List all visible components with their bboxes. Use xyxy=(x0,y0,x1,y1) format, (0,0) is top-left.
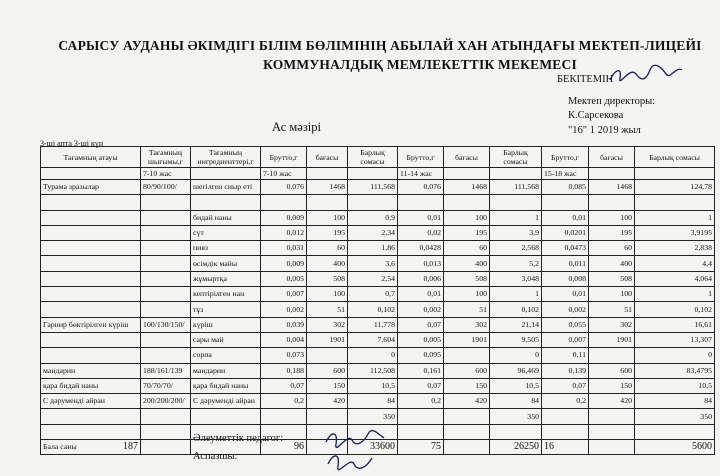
table-cell: 124,78 xyxy=(635,180,715,195)
table-cell: 0 xyxy=(635,348,715,363)
week-day: 3-ші апта 3-ші күн xyxy=(40,139,104,148)
table-cell: С дәруменді айран xyxy=(191,394,261,409)
table-row xyxy=(41,363,715,378)
table-cell: 0,031 xyxy=(261,241,307,256)
table-cell xyxy=(398,424,444,439)
age-row xyxy=(41,168,715,180)
table-cell xyxy=(41,424,141,439)
table-cell: 21,14 xyxy=(490,317,542,332)
table-cell: қара бидай наны xyxy=(41,378,141,393)
table-cell: 0,01 xyxy=(398,287,444,302)
table-cell: 400 xyxy=(307,256,348,271)
table-cell xyxy=(41,195,141,210)
table-row xyxy=(41,332,715,347)
table-cell: 1 xyxy=(635,210,715,225)
table-cell: 0,085 xyxy=(542,180,589,195)
table-cell: шегілген сиыр еті xyxy=(191,180,261,195)
table-cell: 100 xyxy=(444,210,490,225)
table-cell: 0,07 xyxy=(398,378,444,393)
table-cell: 195 xyxy=(444,225,490,240)
table-cell: 0,0201 xyxy=(542,225,589,240)
table-cell: 1901 xyxy=(444,332,490,347)
table-cell xyxy=(191,195,261,210)
table-row xyxy=(41,348,715,363)
table-cell: Гарнир бөктірілген күріш xyxy=(41,317,141,332)
table-cell: 0,006 xyxy=(398,271,444,286)
col-yield: Тағамның шығымы,г xyxy=(141,147,191,168)
table-cell xyxy=(141,332,191,347)
table-cell: 420 xyxy=(589,394,635,409)
table-cell: 11,778 xyxy=(348,317,398,332)
table-cell: мандарин xyxy=(191,363,261,378)
table-row xyxy=(41,317,715,332)
table-cell: 350 xyxy=(490,409,542,424)
col-dish: Тағамның атауы xyxy=(41,147,141,168)
table-cell xyxy=(41,332,141,347)
table-cell: 150 xyxy=(589,378,635,393)
table-cell xyxy=(444,195,490,210)
table-cell: 1901 xyxy=(589,332,635,347)
table-cell: 0 xyxy=(348,348,398,363)
table-row xyxy=(41,225,715,240)
table-header-row xyxy=(41,147,715,168)
table-cell: 5,2 xyxy=(490,256,542,271)
age-group-2: 7-10 жас xyxy=(261,168,307,180)
table-cell: 60 xyxy=(444,241,490,256)
table-cell xyxy=(398,409,444,424)
table-cell: 350 xyxy=(348,409,398,424)
table-cell: 0,2 xyxy=(398,394,444,409)
table-cell: 302 xyxy=(589,317,635,332)
table-cell: қара бидай наны xyxy=(191,378,261,393)
col-price-2: бағасы xyxy=(444,147,490,168)
table-row xyxy=(41,180,715,195)
table-cell: 1468 xyxy=(589,180,635,195)
table-cell: 0,2 xyxy=(542,394,589,409)
table-cell: 1901 xyxy=(307,332,348,347)
table-cell: 600 xyxy=(444,363,490,378)
table-cell xyxy=(589,409,635,424)
table-cell xyxy=(307,348,348,363)
table-cell xyxy=(141,302,191,317)
table-cell: 0,07 xyxy=(398,317,444,332)
table-cell xyxy=(348,195,398,210)
table-cell: 111,568 xyxy=(348,180,398,195)
approved-label: БЕКІТЕМІН xyxy=(557,74,614,85)
table-cell xyxy=(635,195,715,210)
table-cell: 0,07 xyxy=(542,378,589,393)
table-cell: 0,012 xyxy=(261,225,307,240)
table-cell xyxy=(41,256,141,271)
table-cell: 100/130/150/ xyxy=(141,317,191,332)
table-cell: С дәруменді айран xyxy=(41,394,141,409)
title-line-2: КОММУНАЛДЫҚ МЕМЛЕКЕТТІК МЕКЕМЕСІ xyxy=(263,57,577,72)
table-cell: 83,4795 xyxy=(635,363,715,378)
table-cell: 0,7 xyxy=(348,287,398,302)
table-cell xyxy=(141,348,191,363)
table-cell: 2,34 xyxy=(348,225,398,240)
table-cell: 600 xyxy=(307,363,348,378)
table-cell: 1,86 xyxy=(348,241,398,256)
col-gross-2: Брутто,г xyxy=(398,147,444,168)
table-row xyxy=(41,302,715,317)
table-cell: 10,5 xyxy=(348,378,398,393)
table-cell: 70/70/70/ xyxy=(141,378,191,393)
table-cell: 0,055 xyxy=(542,317,589,332)
table-cell: 0,011 xyxy=(542,256,589,271)
table-cell: 3,6 xyxy=(348,256,398,271)
table-cell: 51 xyxy=(444,302,490,317)
table-cell: 84 xyxy=(490,394,542,409)
table-cell xyxy=(589,195,635,210)
table-cell: 84 xyxy=(635,394,715,409)
totals-sum-1: 33600 xyxy=(348,440,398,455)
table-cell: 508 xyxy=(589,271,635,286)
table-cell: 1468 xyxy=(307,180,348,195)
table-cell xyxy=(490,195,542,210)
table-cell: сары май xyxy=(191,332,261,347)
table-cell xyxy=(542,424,589,439)
table-cell: 1 xyxy=(490,287,542,302)
table-cell: 51 xyxy=(307,302,348,317)
table-cell xyxy=(141,271,191,286)
totals-label: Бала саны 187 xyxy=(41,440,141,455)
table-cell: 111,568 xyxy=(490,180,542,195)
table-cell: мандарин xyxy=(41,363,141,378)
table-cell: 80/90/100/ xyxy=(141,180,191,195)
table-cell: 0,0473 xyxy=(542,241,589,256)
table-cell: 200/200/200/ xyxy=(141,394,191,409)
table-cell: пияз xyxy=(191,241,261,256)
table-cell xyxy=(589,424,635,439)
table-cell xyxy=(191,409,261,424)
table-cell: 0,102 xyxy=(348,302,398,317)
table-cell xyxy=(141,256,191,271)
col-total-2: Барлық сомасы xyxy=(490,147,542,168)
age-group-4: 15-18 жас xyxy=(542,168,589,180)
table-cell: 0,102 xyxy=(490,302,542,317)
table-cell: күріш xyxy=(191,317,261,332)
table-cell: 508 xyxy=(444,271,490,286)
table-cell: 13,307 xyxy=(635,332,715,347)
table-cell: 0,004 xyxy=(261,332,307,347)
table-cell: 100 xyxy=(307,210,348,225)
table-cell xyxy=(41,348,141,363)
title-line-1: САРЫСУ АУДАНЫ ӘКІМДІГІ БІЛІМ БӨЛІМІНІҢ АБЫЛАЙ ХАН АТЫНДАҒЫ МЕКТЕП-ЛИЦЕЙІ xyxy=(58,38,702,53)
table-row xyxy=(41,287,715,302)
signatures-handwriting xyxy=(320,428,390,474)
table-cell: 0,013 xyxy=(398,256,444,271)
table-cell: 195 xyxy=(589,225,635,240)
age-group-1: 7-10 жас xyxy=(141,168,191,180)
table-cell xyxy=(444,348,490,363)
table-cell: 0,01 xyxy=(542,210,589,225)
table-cell: 0,076 xyxy=(398,180,444,195)
totals-count-3: 75 xyxy=(398,440,444,455)
table-cell: 0,009 xyxy=(261,210,307,225)
table-cell: 302 xyxy=(307,317,348,332)
totals-count-2: 96 xyxy=(261,440,307,455)
menu-table xyxy=(40,146,715,455)
table-cell: 3,9 xyxy=(490,225,542,240)
col-price-1: бағасы xyxy=(307,147,348,168)
table-cell: Турама зразылар xyxy=(41,180,141,195)
table-cell: 100 xyxy=(444,287,490,302)
table-row xyxy=(41,409,715,424)
table-cell xyxy=(141,424,191,439)
menu-title: Ас мәзірі xyxy=(272,120,321,134)
table-cell: 400 xyxy=(589,256,635,271)
table-cell: 0,2 xyxy=(261,394,307,409)
table-cell: 150 xyxy=(444,378,490,393)
table-cell xyxy=(141,409,191,424)
table-cell: 0,073 xyxy=(261,348,307,363)
table-cell xyxy=(41,241,141,256)
table-cell: 100 xyxy=(307,287,348,302)
table-cell xyxy=(41,302,141,317)
table-cell: 4,064 xyxy=(635,271,715,286)
table-cell: 302 xyxy=(444,317,490,332)
table-cell: 7,604 xyxy=(348,332,398,347)
table-cell: 0,076 xyxy=(261,180,307,195)
table-cell: 0,005 xyxy=(398,332,444,347)
table-cell xyxy=(141,241,191,256)
table-cell: 100 xyxy=(589,210,635,225)
table-row xyxy=(41,271,715,286)
table-row xyxy=(41,241,715,256)
col-gross-1: Брутто,г xyxy=(261,147,307,168)
table-cell: 195 xyxy=(307,225,348,240)
table-cell xyxy=(398,195,444,210)
table-cell: 0,01 xyxy=(398,210,444,225)
table-cell: кептірілген нан xyxy=(191,287,261,302)
table-cell xyxy=(307,409,348,424)
table-cell: 0,07 xyxy=(261,378,307,393)
pedagog-label: Әлеуметтік педагог: xyxy=(193,433,284,444)
table-cell: 10,5 xyxy=(635,378,715,393)
table-cell xyxy=(141,195,191,210)
col-gross-3: Брутто,г xyxy=(542,147,589,168)
table-row xyxy=(41,256,715,271)
table-cell xyxy=(261,195,307,210)
table-cell: 0,002 xyxy=(261,302,307,317)
table-cell xyxy=(261,409,307,424)
table-cell: 1 xyxy=(490,210,542,225)
totals-count-4: 16 xyxy=(542,440,589,455)
table-cell: 2,838 xyxy=(635,241,715,256)
table-cell xyxy=(141,287,191,302)
col-total-1: Барлық сомасы xyxy=(348,147,398,168)
totals-sum-3: 5600 xyxy=(635,440,715,455)
table-cell: 60 xyxy=(589,241,635,256)
approval-date: "16" 1 2019 жыл xyxy=(568,125,641,136)
director-signature xyxy=(606,64,686,86)
table-cell xyxy=(41,210,141,225)
table-cell: 0,11 xyxy=(542,348,589,363)
table-cell: 1 xyxy=(635,287,715,302)
table-cell: 96,469 xyxy=(490,363,542,378)
table-cell: өсімдік майы xyxy=(191,256,261,271)
table-cell: 60 xyxy=(307,241,348,256)
table-cell: 350 xyxy=(635,409,715,424)
table-cell: 10,5 xyxy=(490,378,542,393)
table-cell: 51 xyxy=(589,302,635,317)
table-cell: 0,002 xyxy=(542,302,589,317)
table-cell: сорпа xyxy=(191,348,261,363)
table-cell xyxy=(542,409,589,424)
table-cell xyxy=(444,409,490,424)
table-cell xyxy=(444,424,490,439)
table-cell: 0,139 xyxy=(542,363,589,378)
table-row xyxy=(41,394,715,409)
table-cell: 0,002 xyxy=(398,302,444,317)
director-name: К.Сарсекова xyxy=(568,110,624,121)
table-cell: 4,4 xyxy=(635,256,715,271)
table-cell: 100 xyxy=(589,287,635,302)
table-cell: 0,102 xyxy=(635,302,715,317)
table-cell: 0,008 xyxy=(542,271,589,286)
table-cell xyxy=(141,210,191,225)
table-cell xyxy=(635,424,715,439)
table-cell: 0,9 xyxy=(348,210,398,225)
director-title: Мектеп директоры: xyxy=(568,96,656,107)
table-cell: 0,009 xyxy=(261,256,307,271)
table-cell: 600 xyxy=(589,363,635,378)
table-cell: 188/161/139 xyxy=(141,363,191,378)
table-cell: 2,54 xyxy=(348,271,398,286)
table-cell xyxy=(589,348,635,363)
table-cell xyxy=(41,409,141,424)
table-cell xyxy=(141,225,191,240)
table-row xyxy=(41,210,715,225)
col-ingredient: Тағамның ингредиенттері,г xyxy=(191,147,261,168)
table-cell: тұз xyxy=(191,302,261,317)
col-total-3: Барлық сомасы xyxy=(635,147,715,168)
table-row xyxy=(41,195,715,210)
cook-label: Аспазшы: xyxy=(193,451,238,462)
table-cell xyxy=(307,195,348,210)
table-cell: 0,007 xyxy=(261,287,307,302)
table-cell xyxy=(490,424,542,439)
table-cell: 84 xyxy=(348,394,398,409)
table-cell: 112,508 xyxy=(348,363,398,378)
table-cell: 1468 xyxy=(444,180,490,195)
table-cell: 2,568 xyxy=(490,241,542,256)
table-cell xyxy=(41,287,141,302)
age-group-3: 11-14 жас xyxy=(398,168,444,180)
table-cell: бидай наны xyxy=(191,210,261,225)
table-cell: 0,01 xyxy=(542,287,589,302)
table-cell: 3,9195 xyxy=(635,225,715,240)
table-cell: 0,188 xyxy=(261,363,307,378)
table-cell: сүт xyxy=(191,225,261,240)
table-cell: 0,095 xyxy=(398,348,444,363)
table-cell: 508 xyxy=(307,271,348,286)
table-cell: 150 xyxy=(307,378,348,393)
table-cell: 0 xyxy=(490,348,542,363)
table-cell: 0,02 xyxy=(398,225,444,240)
table-cell: 0,005 xyxy=(261,271,307,286)
table-cell: 0,161 xyxy=(398,363,444,378)
table-cell xyxy=(41,271,141,286)
table-cell: 9,505 xyxy=(490,332,542,347)
col-price-3: бағасы xyxy=(589,147,635,168)
table-cell: жұмыртқа xyxy=(191,271,261,286)
table-cell: 420 xyxy=(307,394,348,409)
table-cell: 16,61 xyxy=(635,317,715,332)
table-cell: 3,048 xyxy=(490,271,542,286)
table-cell: 0,039 xyxy=(261,317,307,332)
table-cell xyxy=(542,195,589,210)
table-row xyxy=(41,378,715,393)
totals-sum-2: 26250 xyxy=(490,440,542,455)
table-cell: 0,0428 xyxy=(398,241,444,256)
table-cell xyxy=(41,225,141,240)
table-cell: 420 xyxy=(444,394,490,409)
table-cell: 0,007 xyxy=(542,332,589,347)
table-cell: 400 xyxy=(444,256,490,271)
